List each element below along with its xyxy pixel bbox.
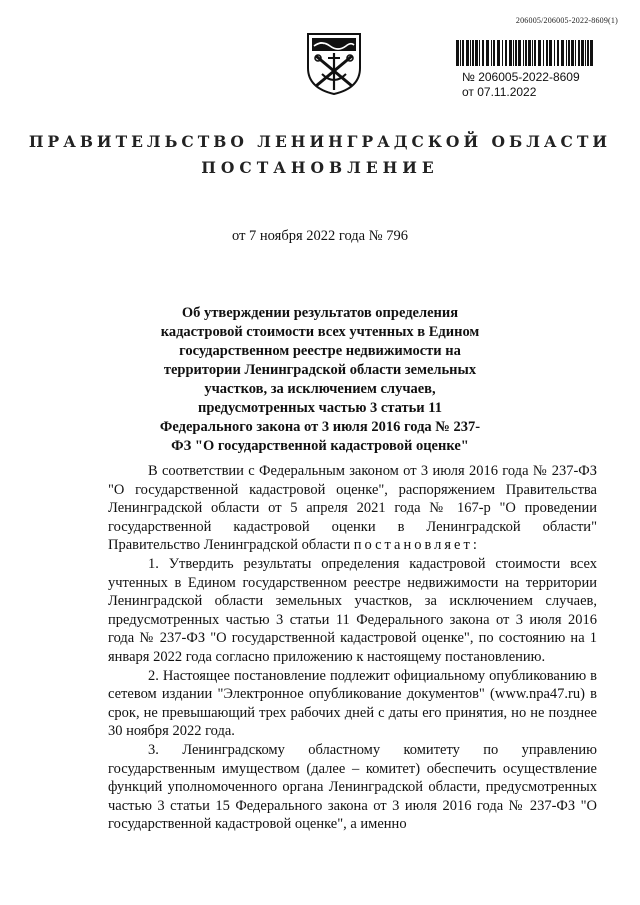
barcode-bar [470,40,471,66]
barcode-bar [578,40,580,66]
barcode-bar [466,40,469,66]
body-paragraph-3: 3. Ленинградскому областному комитету по управлению государственным имуществом (далее – комитет) обеспечить осуществление функций уполномоченного органа Ленинградской области, предусмотренных частью 3 статьи 15 Федерального закона от 3 июля 2016 года № 237-ФЗ "О государственной кадастровой оценке", а именно [108,741,597,833]
barcode-bar [497,40,500,66]
registration-stamp [462,70,580,100]
barcode-bar [590,40,593,66]
barcode-bar [543,40,544,66]
preamble-verb: постановляет: [353,537,480,554]
government-title: ПРАВИТЕЛЬСТВО ЛЕНИНГРАДСКОЙ ОБЛАСТИ [28,132,612,151]
preamble-paragraph [108,462,597,555]
barcode-bar [462,40,464,66]
barcode-bar [505,40,507,66]
coat-of-arms-emblem [304,30,364,96]
barcode-bar [587,40,589,66]
barcode-bar [502,40,503,66]
barcode-bar [486,40,489,66]
barcode-bar [479,40,480,66]
body-paragraph-1: 1. Утвердить результаты определения кадастровой стоимости всех учтенных в Едином государственном реестре недвижимости на территории Ленинградской области земельных участков, за исключением случаев, предусмотренных частью 3 статьи 11 Федерального закона от 3 июля 2016 года № 237-ФЗ "О государственной кадастровой оценке", по состоянию на 1 января 2022 года согласно приложению к настоящему постановлению. [108,555,597,665]
barcode-bar [575,40,576,66]
barcode-bar [509,40,512,66]
body-paragraph-2: 2. Настоящее постановление подлежит официальному опубликованию в сетевом издании "Электронное опубликование документов" (www.npa47.ru) в срок, не превышающий трех рабочих дней с даты его принятия, но не позднее 30 ноября 2022 года. [108,667,597,740]
barcode-bar [534,40,536,66]
barcode-bar [581,40,584,66]
barcode-bar [515,40,517,66]
barcode-bar [482,40,484,66]
barcode-bar [460,40,461,66]
document-reference-number: 206005/206005-2022-8609(1) [515,16,618,25]
barcode-bar [523,40,524,66]
barcode-bar [525,40,527,66]
registration-number: № 206005-2022-8609 [462,70,580,84]
barcode-bar [456,40,459,66]
barcode-bar [513,40,514,66]
document-date-number: от 7 ноября 2022 года № 796 [232,228,408,244]
barcode-bar [538,40,541,66]
barcode-bar [546,40,548,66]
preamble-text: В соответствии с Федеральным законом от 3 июля 2016 года № 237-ФЗ "О государственной кадастровой оценке", распоряжением Правительства Ленинградской области от 5 апреля 2021 года № 167-р "О проведении государственной кадастровой оценки в Ленинградской области" Правительство Ленинградской области [108,463,597,554]
barcode-bar [557,40,559,66]
barcode-bar [571,40,574,66]
registration-date: от 07.11.2022 [462,85,537,99]
barcode-bar [493,40,495,66]
barcode-bar [566,40,567,66]
barcode [456,40,596,66]
document-type-heading: ПОСТАНОВЛЕНИЕ [201,158,439,177]
barcode-bar [518,40,521,66]
barcode-bar [568,40,570,66]
barcode-bar [549,40,552,66]
barcode-bar [475,40,478,66]
document-body [108,462,597,834]
barcode-bar [472,40,474,66]
barcode-bar [491,40,492,66]
barcode-bar [585,40,586,66]
barcode-bar [532,40,533,66]
document-title: Об утверждении результатов определения кадастровой стоимости всех учтенных в Едином государственном реестре недвижимости на территории Ленинградской области земельных участков, за исключением случаев, предусмотренных частью 3 статьи 11 Федерального закона от 3 июля 2016 года № 237-ФЗ "О государственной кадастровой оценке" [159,305,481,454]
barcode-bar [561,40,564,66]
barcode-bar [528,40,531,66]
barcode-bar [554,40,555,66]
